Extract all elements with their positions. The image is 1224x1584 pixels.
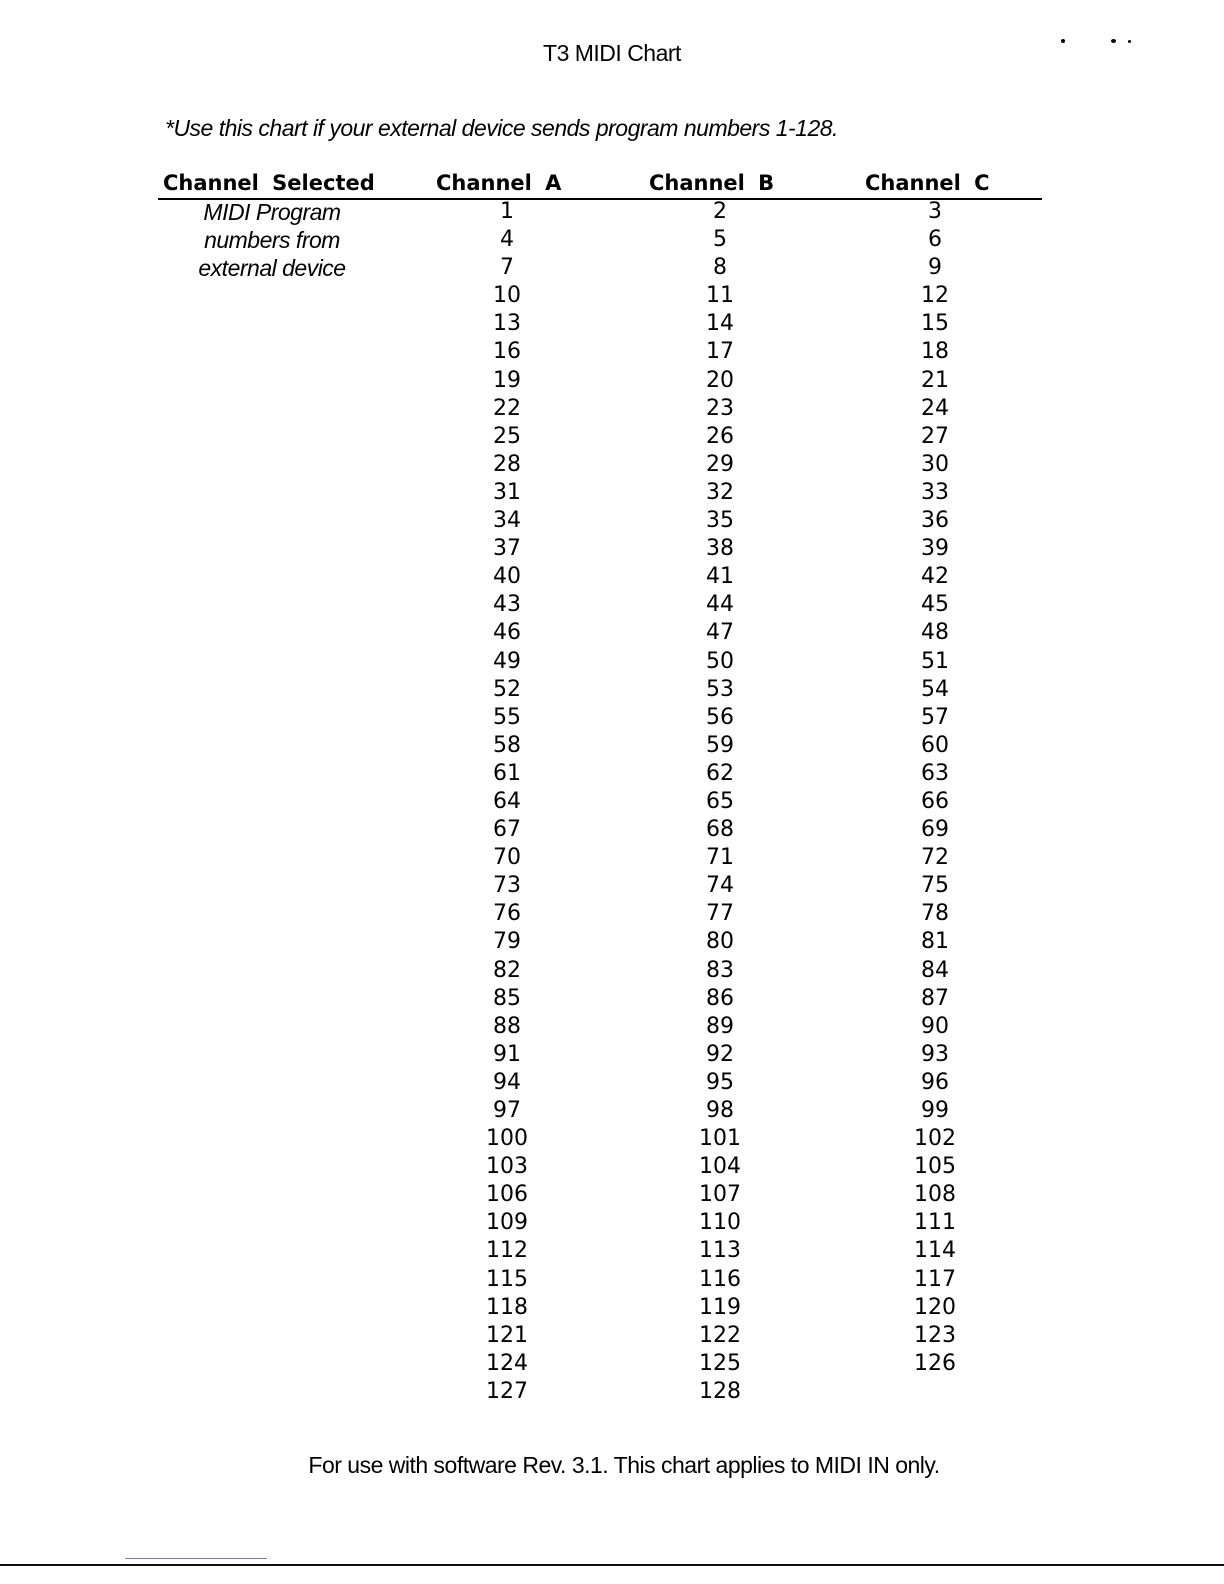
- channel-b-cell: 50: [706, 648, 734, 674]
- channel-b-cell: 35: [706, 508, 734, 534]
- table-row: [0, 704, 1224, 732]
- channel-a-cell: 112: [486, 1238, 528, 1264]
- channel-c-cell: 96: [921, 1069, 949, 1095]
- channel-a-cell: 43: [493, 592, 521, 618]
- channel-c-cell: 126: [914, 1350, 956, 1376]
- channel-a-cell: 34: [493, 508, 521, 534]
- table-row: [0, 676, 1224, 704]
- header-channel-b: Channel B: [649, 171, 775, 195]
- table-row: [0, 563, 1224, 591]
- channel-a-cell: 46: [493, 620, 521, 646]
- channel-c-cell: 75: [921, 873, 949, 899]
- table-row: [0, 367, 1224, 395]
- channel-c-cell: 99: [921, 1098, 949, 1123]
- table-row: [0, 1266, 1224, 1294]
- table-row: [0, 423, 1224, 451]
- channel-c-cell: 60: [921, 732, 949, 758]
- channel-b-cell: 128: [699, 1378, 741, 1404]
- channel-a-cell: 121: [486, 1322, 528, 1348]
- channel-a-cell: 94: [493, 1069, 521, 1095]
- table-row: [0, 1013, 1224, 1041]
- channel-b-cell: 107: [699, 1182, 741, 1208]
- channel-a-cell: 31: [493, 479, 521, 505]
- channel-a-cell: 13: [493, 311, 521, 337]
- channel-b-cell: 80: [706, 929, 734, 955]
- side-label-line: MIDI Program: [203, 199, 341, 225]
- channel-c-cell: 87: [921, 985, 949, 1011]
- table-row: [0, 732, 1224, 760]
- channel-a-cell: 103: [486, 1154, 528, 1180]
- channel-c-cell: 21: [921, 367, 949, 393]
- channel-a-cell: 124: [486, 1350, 528, 1376]
- channel-c-cell: 69: [921, 817, 949, 843]
- table-row: [0, 395, 1224, 423]
- table-row: [0, 648, 1224, 676]
- page-title: T3 MIDI Chart: [543, 40, 681, 66]
- footer-note: For use with software Rev. 3.1. This chart applies to MIDI IN only.: [308, 1452, 940, 1478]
- channel-a-cell: 127: [486, 1378, 528, 1404]
- channel-b-cell: 110: [699, 1210, 741, 1236]
- channel-a-cell: 82: [493, 957, 521, 983]
- channel-a-cell: 52: [493, 676, 521, 702]
- channel-a-cell: 19: [493, 367, 521, 393]
- channel-c-cell: 90: [921, 1013, 949, 1039]
- channel-c-cell: 93: [921, 1041, 949, 1067]
- channel-c-cell: 102: [914, 1126, 956, 1152]
- channel-b-cell: 71: [706, 845, 734, 871]
- table-row: [0, 310, 1224, 338]
- channel-c-cell: 54: [921, 676, 949, 702]
- channel-c-cell: 51: [921, 648, 949, 674]
- table-row: [0, 198, 1224, 226]
- channel-a-cell: 100: [486, 1126, 528, 1152]
- channel-c-cell: 114: [914, 1238, 956, 1264]
- channel-a-cell: 55: [493, 704, 521, 730]
- channel-c-cell: 27: [921, 423, 949, 449]
- channel-b-cell: 101: [699, 1126, 741, 1152]
- table-row: [0, 788, 1224, 816]
- table-row: [0, 900, 1224, 928]
- channel-a-cell: 61: [493, 760, 521, 786]
- channel-a-cell: 79: [493, 929, 521, 955]
- channel-a-cell: 85: [493, 985, 521, 1011]
- channel-a-cell: 25: [493, 423, 521, 449]
- channel-c-cell: 45: [921, 592, 949, 618]
- channel-a-cell: 58: [493, 732, 521, 758]
- channel-b-cell: 83: [706, 957, 734, 983]
- channel-b-cell: 68: [706, 817, 734, 843]
- table-row: [0, 1209, 1224, 1237]
- table-row: [0, 451, 1224, 479]
- channel-a-cell: 88: [493, 1013, 521, 1039]
- channel-c-cell: 81: [921, 929, 949, 955]
- scan-speck: [1111, 39, 1116, 43]
- channel-b-cell: 17: [706, 339, 734, 365]
- channel-b-cell: 14: [706, 311, 734, 337]
- header-channel-a: Channel A: [436, 171, 562, 195]
- channel-a-cell: 73: [493, 873, 521, 899]
- channel-c-cell: 66: [921, 788, 949, 814]
- table-header: [158, 170, 1042, 200]
- channel-c-cell: 15: [921, 311, 949, 337]
- channel-b-cell: 23: [706, 395, 734, 421]
- table-row: [0, 844, 1224, 872]
- channel-c-cell: 6: [928, 227, 942, 253]
- channel-a-cell: 40: [493, 564, 521, 590]
- table-row: [0, 535, 1224, 563]
- channel-a-cell: 4: [500, 227, 514, 253]
- channel-a-cell: 70: [493, 845, 521, 871]
- channel-b-cell: 113: [699, 1238, 741, 1264]
- side-label-line: external device: [198, 255, 346, 281]
- channel-c-cell: 57: [921, 704, 949, 730]
- scan-edge-line: [0, 1564, 1224, 1566]
- channel-a-cell: 10: [493, 283, 521, 309]
- header-channel-c: Channel C: [865, 171, 990, 195]
- channel-c-cell: 63: [921, 760, 949, 786]
- channel-b-cell: 32: [706, 479, 734, 505]
- channel-b-cell: 38: [706, 536, 734, 562]
- table-row: [0, 928, 1224, 956]
- table-row: [0, 1350, 1224, 1378]
- channel-c-cell: 39: [921, 536, 949, 562]
- channel-c-cell: 30: [921, 451, 949, 477]
- channel-c-cell: 42: [921, 564, 949, 590]
- channel-b-cell: 2: [713, 199, 727, 224]
- channel-a-cell: 22: [493, 395, 521, 421]
- channel-b-cell: 26: [706, 423, 734, 449]
- channel-b-cell: 125: [699, 1350, 741, 1376]
- channel-b-cell: 44: [706, 592, 734, 618]
- scan-speck: [1061, 39, 1065, 43]
- table-row: [0, 872, 1224, 900]
- channel-c-cell: 9: [928, 255, 942, 281]
- channel-b-cell: 86: [706, 985, 734, 1011]
- table-row: [0, 1237, 1224, 1265]
- table-row: [0, 226, 1224, 254]
- table-row: [0, 507, 1224, 535]
- channel-a-cell: 64: [493, 788, 521, 814]
- channel-b-cell: 119: [699, 1294, 741, 1320]
- table-row: [0, 1041, 1224, 1069]
- channel-a-cell: 106: [486, 1182, 528, 1208]
- channel-b-cell: 122: [699, 1322, 741, 1348]
- channel-b-cell: 65: [706, 788, 734, 814]
- channel-c-cell: 48: [921, 620, 949, 646]
- channel-c-cell: 111: [914, 1210, 956, 1236]
- usage-note: *Use this chart if your external device sends program numbers 1-128.: [165, 115, 838, 141]
- channel-a-cell: 118: [486, 1294, 528, 1320]
- table-row: [0, 816, 1224, 844]
- channel-a-cell: 109: [486, 1210, 528, 1236]
- channel-b-cell: 47: [706, 620, 734, 646]
- channel-b-cell: 92: [706, 1041, 734, 1067]
- channel-a-cell: 1: [500, 199, 514, 224]
- channel-b-cell: 41: [706, 564, 734, 590]
- channel-a-cell: 37: [493, 536, 521, 562]
- table-row: [0, 254, 1224, 282]
- channel-c-cell: 105: [914, 1154, 956, 1180]
- channel-c-cell: 33: [921, 479, 949, 505]
- table-row: [0, 282, 1224, 310]
- channel-c-cell: 3: [928, 199, 942, 224]
- table-row: [0, 1294, 1224, 1322]
- channel-b-cell: 59: [706, 732, 734, 758]
- table-row: [0, 1322, 1224, 1350]
- header-channel-selected: Channel Selected: [163, 171, 375, 195]
- channel-c-cell: 117: [914, 1266, 956, 1292]
- channel-b-cell: 89: [706, 1013, 734, 1039]
- side-label-line: numbers from: [204, 227, 340, 253]
- table-row: [0, 760, 1224, 788]
- channel-b-cell: 5: [713, 227, 727, 253]
- channel-a-cell: 28: [493, 451, 521, 477]
- table-row: [0, 619, 1224, 647]
- channel-c-cell: 120: [914, 1294, 956, 1320]
- channel-b-cell: 95: [706, 1069, 734, 1095]
- channel-a-cell: 49: [493, 648, 521, 674]
- channel-c-cell: 36: [921, 508, 949, 534]
- channel-a-cell: 76: [493, 901, 521, 927]
- channel-b-cell: 20: [706, 367, 734, 393]
- table-row: [0, 1069, 1224, 1097]
- channel-a-cell: 115: [486, 1266, 528, 1292]
- table-row: [0, 1153, 1224, 1181]
- channel-a-cell: 7: [500, 255, 514, 281]
- table-row: [0, 338, 1224, 366]
- channel-c-cell: 12: [921, 283, 949, 309]
- channel-a-cell: 91: [493, 1041, 521, 1067]
- channel-c-cell: 72: [921, 845, 949, 871]
- channel-c-cell: 123: [914, 1322, 956, 1348]
- channel-b-cell: 11: [706, 283, 734, 309]
- channel-c-cell: 24: [921, 395, 949, 421]
- channel-c-cell: 78: [921, 901, 949, 927]
- channel-b-cell: 116: [699, 1266, 741, 1292]
- channel-c-cell: 108: [914, 1182, 956, 1208]
- channel-b-cell: 104: [699, 1154, 741, 1180]
- channel-b-cell: 56: [706, 704, 734, 730]
- channel-c-cell: 84: [921, 957, 949, 983]
- channel-b-cell: 98: [706, 1098, 734, 1123]
- table-row: [0, 1181, 1224, 1209]
- table-body: [0, 198, 1224, 1406]
- table-row: [0, 479, 1224, 507]
- channel-b-cell: 8: [713, 255, 727, 281]
- channel-b-cell: 29: [706, 451, 734, 477]
- channel-a-cell: 67: [493, 817, 521, 843]
- channel-b-cell: 53: [706, 676, 734, 702]
- channel-a-cell: 97: [493, 1098, 521, 1123]
- table-row: [0, 1378, 1224, 1406]
- channel-a-cell: 16: [493, 339, 521, 365]
- channel-b-cell: 62: [706, 760, 734, 786]
- scan-edge-mark: [125, 1558, 267, 1559]
- channel-b-cell: 74: [706, 873, 734, 899]
- channel-c-cell: 18: [921, 339, 949, 365]
- table-row: [0, 957, 1224, 985]
- table-row: [0, 1097, 1224, 1125]
- table-row: [0, 985, 1224, 1013]
- scan-speck: [1128, 40, 1131, 43]
- table-row: [0, 591, 1224, 619]
- table-row: [0, 1125, 1224, 1153]
- channel-b-cell: 77: [706, 901, 734, 927]
